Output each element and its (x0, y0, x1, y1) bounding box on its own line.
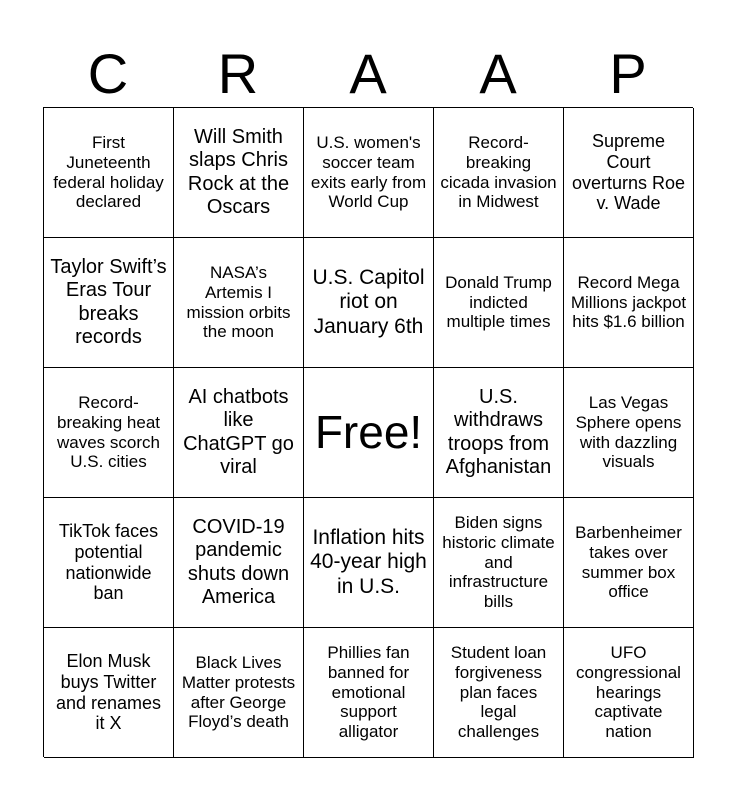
bingo-cell[interactable] (304, 498, 434, 628)
cell-text: Will Smith slaps Chris Rock at the Oscars (187, 126, 290, 218)
bingo-cell[interactable] (44, 628, 174, 758)
bingo-cell[interactable] (564, 238, 694, 368)
bingo-cell[interactable] (44, 368, 174, 498)
bingo-cell[interactable] (434, 238, 564, 368)
bingo-cell[interactable] (174, 108, 304, 238)
header-letter-c: C (87, 42, 129, 105)
cell-text: AI chatbots like ChatGPT go viral (183, 386, 294, 478)
bingo-cell[interactable] (564, 368, 694, 498)
header-letter-r: R (217, 42, 259, 105)
header-letter-p: P (609, 42, 647, 105)
bingo-cell[interactable] (434, 628, 564, 758)
bingo-header (43, 40, 693, 108)
bingo-cell[interactable] (174, 368, 304, 498)
bingo-cell[interactable] (44, 498, 174, 628)
cell-text: Phillies fan banned for emotional support alligator (327, 643, 410, 742)
cell-text: Record Mega Millions jackpot hits $1.6 billion (570, 272, 687, 332)
cell-text: UFO congressional hearings captivate nation (576, 643, 681, 742)
bingo-cell[interactable] (44, 108, 174, 238)
bingo-cell[interactable] (174, 238, 304, 368)
bingo-cell[interactable] (564, 628, 694, 758)
cell-text: Taylor Swift’s Eras Tour breaks records (50, 256, 167, 348)
bingo-cell[interactable] (564, 498, 694, 628)
bingo-cell[interactable] (434, 498, 564, 628)
bingo-board (43, 107, 693, 757)
cell-text: Donald Trump indicted multiple times (445, 272, 552, 332)
cell-text: COVID-19 pandemic shuts down America (187, 516, 290, 608)
bingo-cell[interactable] (434, 108, 564, 238)
cell-text: Las Vegas Sphere opens with dazzling visuals (575, 393, 682, 472)
cell-text: Student loan forgiveness plan faces legal challenges (450, 643, 547, 742)
header-letter-a-first: A (349, 42, 387, 105)
bingo-cell[interactable] (434, 368, 564, 498)
bingo-cell[interactable] (174, 498, 304, 628)
cell-text: NASA’s Artemis I mission orbits the moon (186, 263, 291, 342)
cell-text: U.S. Capitol riot on January 6th (312, 265, 425, 338)
header-letter-a-second: A (479, 42, 517, 105)
bingo-cell[interactable] (304, 238, 434, 368)
bingo-cell[interactable] (304, 628, 434, 758)
bingo-cell[interactable] (304, 108, 434, 238)
bingo-cell[interactable] (564, 108, 694, 238)
cell-text: Supreme Court overturns Roe v. Wade (571, 130, 686, 214)
cell-text: Record-breaking cicada invasion in Midwest (440, 133, 557, 212)
bingo-cell[interactable] (174, 628, 304, 758)
cell-text: First Juneteenth federal holiday declared (53, 133, 164, 212)
cell-text: Record-breaking heat waves scorch U.S. cities (56, 393, 161, 472)
cell-text: Black Lives Matter protests after George Floyd’s death (181, 653, 296, 732)
cell-text: U.S. women's soccer team exits early from World Cup (310, 133, 427, 212)
cell-text: U.S. withdraws troops from Afghanistan (445, 386, 552, 478)
bingo-cell[interactable] (44, 238, 174, 368)
cell-text: Barbenheimer takes over summer box office (575, 523, 682, 602)
free-space[interactable] (304, 368, 434, 498)
free-space-label: Free! (314, 405, 423, 458)
cell-text: Elon Musk buys Twitter and renames it X (55, 650, 162, 734)
cell-text: Inflation hits 40-year high in U.S. (310, 525, 427, 598)
cell-text: Biden signs historic climate and infrastructure bills (442, 513, 555, 612)
cell-text: TikTok faces potential nationwide ban (58, 520, 159, 604)
